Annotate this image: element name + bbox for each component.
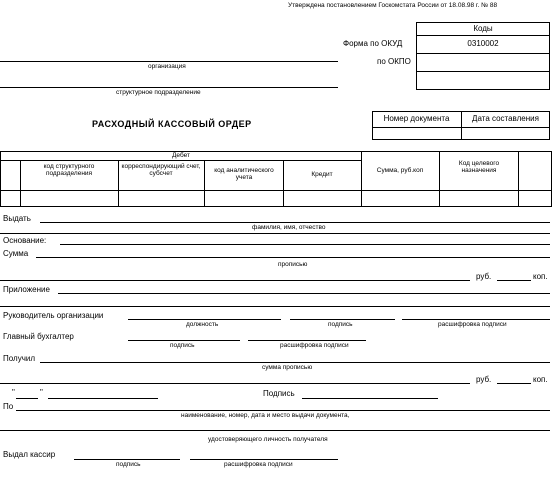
rub-label: руб. bbox=[476, 272, 492, 281]
received-line[interactable] bbox=[40, 362, 550, 363]
month-line[interactable] bbox=[48, 398, 158, 399]
okpo-label: по ОКПО bbox=[377, 57, 411, 66]
chief-decoding-caption: расшифровка подписи bbox=[280, 342, 349, 349]
chief-signature-caption: подпись bbox=[170, 342, 195, 349]
cashier-signature-caption: подпись bbox=[116, 461, 141, 468]
id-doc-caption: наименование, номер, дата и место выдачи документа, bbox=[181, 412, 350, 419]
sum-label: Сумма bbox=[3, 249, 29, 258]
doc-date-header: Дата составления bbox=[472, 114, 539, 123]
head-signature-caption: подпись bbox=[328, 321, 353, 328]
receiver-signature-line[interactable] bbox=[302, 398, 438, 399]
signature-label: Подпись bbox=[263, 389, 295, 398]
day-line[interactable] bbox=[16, 398, 38, 399]
organization-line[interactable] bbox=[0, 61, 338, 62]
in-words-caption: прописью bbox=[278, 261, 308, 268]
col-credit-header: Кредит bbox=[311, 171, 333, 178]
okud-value: 0310002 bbox=[467, 39, 499, 48]
head-decoding-line[interactable] bbox=[402, 319, 550, 320]
chief-signature-line[interactable] bbox=[128, 340, 240, 341]
subdivision-line[interactable] bbox=[0, 87, 338, 88]
id-document-line[interactable] bbox=[16, 410, 550, 411]
head-decoding-caption: расшифровка подписи bbox=[438, 321, 507, 328]
chief-accountant-label: Главный бухгалтер bbox=[3, 332, 74, 341]
received-kop-line[interactable] bbox=[497, 383, 531, 384]
okud-label: Форма по ОКУД bbox=[343, 39, 403, 48]
head-label: Руководитель организации bbox=[3, 311, 104, 320]
quote-open: " bbox=[12, 388, 15, 397]
col-sum-header: Сумма, руб.коп bbox=[376, 167, 424, 174]
cashier-signature-line[interactable] bbox=[74, 459, 180, 460]
basis-line[interactable] bbox=[60, 244, 550, 245]
received-rub-label: руб. bbox=[476, 375, 492, 384]
by-label: По bbox=[3, 402, 14, 411]
approval-note: Утверждена постановлением Госкомстата России от 18.08.98 г. № 88 bbox=[288, 2, 498, 9]
kop-label: коп. bbox=[533, 272, 548, 281]
attachment-label: Приложение bbox=[3, 285, 50, 294]
issue-line[interactable] bbox=[40, 222, 550, 223]
doc-number-header: Номер документа bbox=[383, 114, 450, 123]
attachment-line[interactable] bbox=[58, 293, 550, 294]
issue-label: Выдать bbox=[3, 214, 31, 223]
organization-caption: организация bbox=[148, 63, 186, 70]
head-signature-line[interactable] bbox=[290, 319, 395, 320]
sum-line[interactable] bbox=[36, 257, 550, 258]
col-purpose-header: Код целевого назначения bbox=[458, 160, 500, 175]
cashier-label: Выдал кассир bbox=[3, 450, 56, 459]
subdivision-caption: структурное подразделение bbox=[116, 89, 201, 96]
kop-line[interactable] bbox=[497, 280, 531, 281]
chief-decoding-line[interactable] bbox=[248, 340, 366, 341]
head-position-line[interactable] bbox=[128, 319, 281, 320]
sum-in-words-caption: сумма прописью bbox=[262, 364, 313, 371]
debit-header: Дебет bbox=[172, 152, 190, 159]
codes-header: Коды bbox=[473, 24, 493, 33]
quote-close: " bbox=[40, 388, 43, 397]
id-doc-caption-2: удостоверяющего личность получателя bbox=[208, 436, 328, 443]
col-analytic-header: код аналитического учета bbox=[214, 167, 274, 182]
position-caption: должность bbox=[186, 321, 219, 328]
col-corr-header: корреспондирующий счет, субсчет bbox=[121, 163, 201, 178]
fio-caption: фамилия, имя, отчество bbox=[252, 224, 326, 231]
cashier-decoding-caption: расшифровка подписи bbox=[224, 461, 293, 468]
basis-label: Основание: bbox=[3, 236, 47, 245]
cashier-decoding-line[interactable] bbox=[190, 459, 338, 460]
col-subdivision-header: код структурного подразделения bbox=[43, 163, 95, 178]
received-kop-label: коп. bbox=[533, 375, 548, 384]
document-title: РАСХОДНЫЙ КАССОВЫЙ ОРДЕР bbox=[92, 119, 252, 129]
received-label: Получил bbox=[3, 354, 35, 363]
